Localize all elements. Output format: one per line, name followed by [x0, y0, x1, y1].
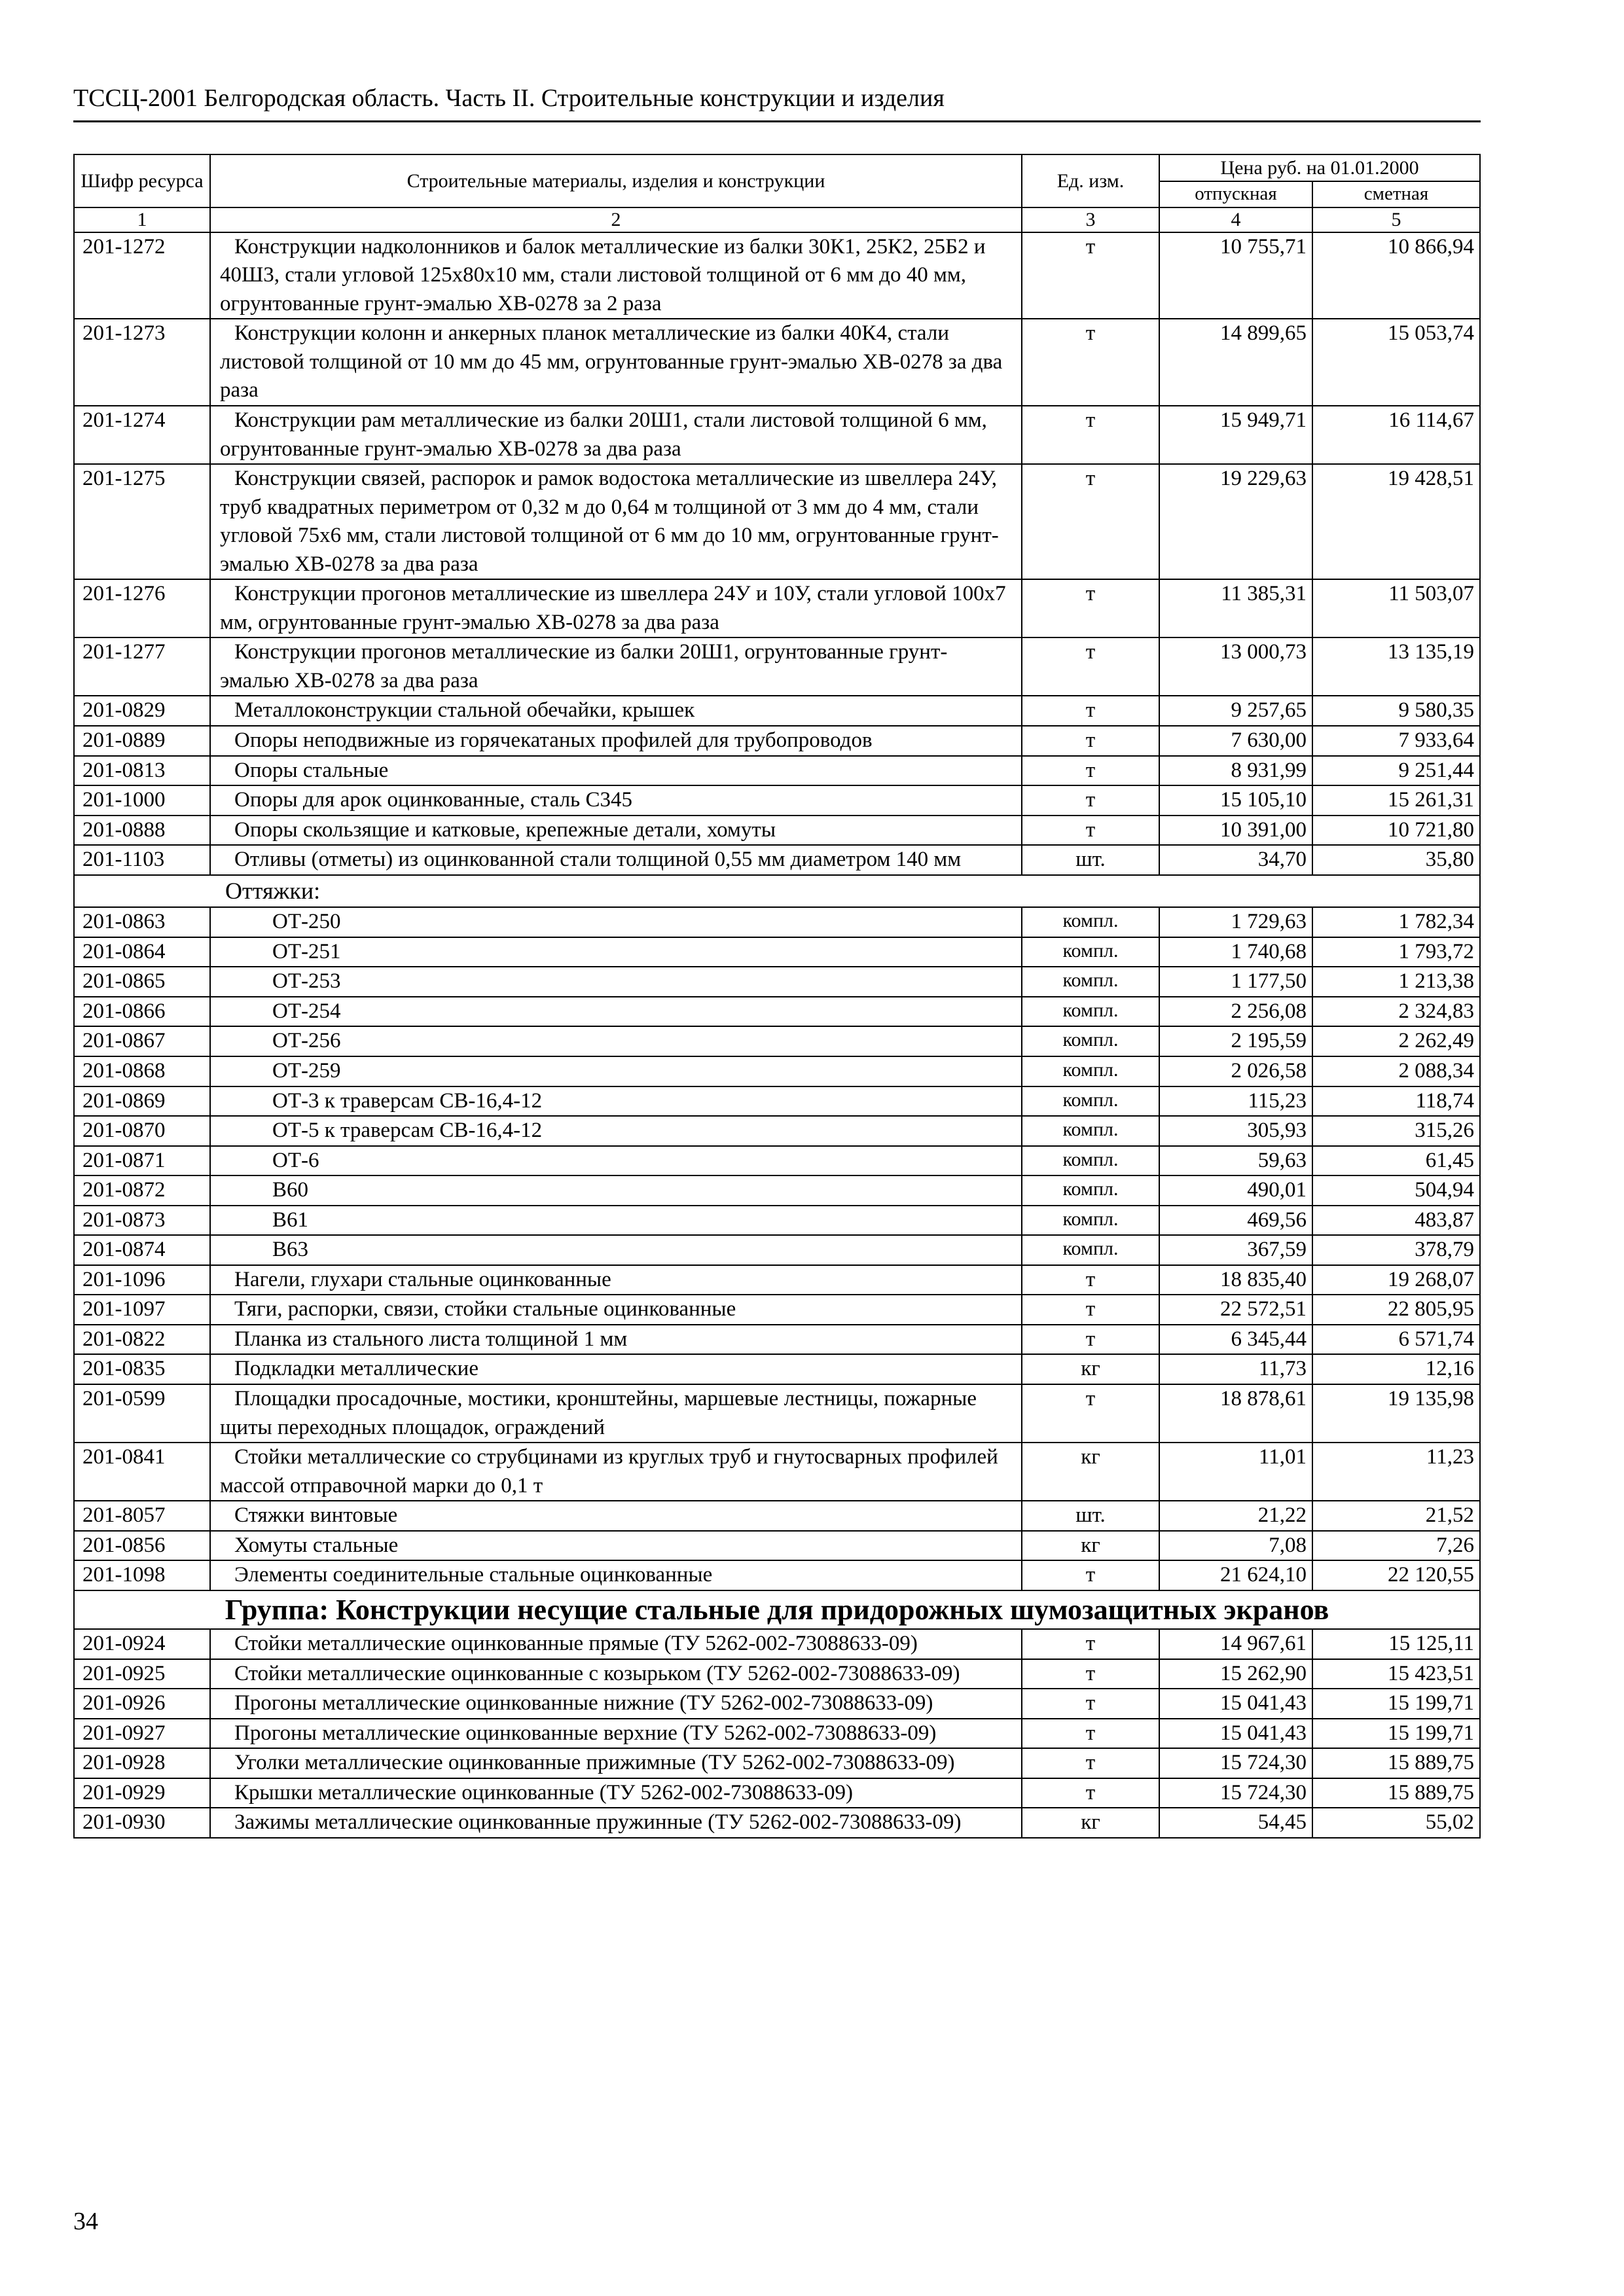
estimate-price: 22 805,95	[1312, 1295, 1480, 1325]
unit-cell: шт.	[1022, 1501, 1159, 1531]
estimate-price: 2 324,83	[1312, 997, 1480, 1027]
estimate-price: 15 261,31	[1312, 785, 1480, 816]
table-row	[74, 1748, 1480, 1778]
unit-cell: т	[1022, 232, 1159, 319]
material-name: Хомуты стальные	[210, 1531, 1022, 1561]
resource-code: 201-0863	[74, 907, 210, 937]
column-number: 4	[1159, 207, 1312, 232]
table-row	[74, 845, 1480, 875]
estimate-price: 15 889,75	[1312, 1778, 1480, 1808]
release-price: 9 257,65	[1159, 696, 1312, 726]
estimate-price: 61,45	[1312, 1146, 1480, 1176]
page-header: ТССЦ-2001 Белгородская область. Часть II. Строительные конструкции и изделия	[73, 84, 1481, 122]
unit-cell: компл.	[1022, 1206, 1159, 1236]
unit-cell: т	[1022, 756, 1159, 786]
material-name: ОТ-251	[210, 937, 1022, 967]
table-row	[74, 1026, 1480, 1056]
table-row	[74, 1689, 1480, 1719]
section-heading-row	[74, 875, 1480, 908]
release-price: 14 899,65	[1159, 319, 1312, 406]
unit-cell: компл.	[1022, 1235, 1159, 1265]
estimate-price: 13 135,19	[1312, 637, 1480, 696]
estimate-price: 2 262,49	[1312, 1026, 1480, 1056]
unit-cell: компл.	[1022, 997, 1159, 1027]
estimate-price: 55,02	[1312, 1808, 1480, 1838]
material-name: Уголки металлические оцинкованные прижимные (ТУ 5262-002-73088633-09)	[210, 1748, 1022, 1778]
estimate-price: 22 120,55	[1312, 1560, 1480, 1590]
estimate-price: 12,16	[1312, 1354, 1480, 1384]
table-row	[74, 637, 1480, 696]
release-price: 1 729,63	[1159, 907, 1312, 937]
release-price: 15 724,30	[1159, 1748, 1312, 1778]
release-price: 15 262,90	[1159, 1659, 1312, 1689]
resource-code: 201-1103	[74, 845, 210, 875]
release-price: 10 755,71	[1159, 232, 1312, 319]
resource-code: 201-1272	[74, 232, 210, 319]
resource-code: 201-1097	[74, 1295, 210, 1325]
release-price: 11,01	[1159, 1443, 1312, 1501]
release-price: 1 177,50	[1159, 967, 1312, 997]
resource-code: 201-1276	[74, 579, 210, 637]
release-price: 21,22	[1159, 1501, 1312, 1531]
table-row	[74, 1719, 1480, 1749]
table-header	[74, 154, 1480, 207]
unit-cell: кг	[1022, 1354, 1159, 1384]
release-price: 2 256,08	[1159, 997, 1312, 1027]
unit-cell: компл.	[1022, 907, 1159, 937]
resource-code: 201-1096	[74, 1265, 210, 1295]
table-row	[74, 816, 1480, 846]
material-name: ОТ-6	[210, 1146, 1022, 1176]
unit-cell: компл.	[1022, 1175, 1159, 1206]
estimate-price: 15 199,71	[1312, 1719, 1480, 1749]
unit-cell: компл.	[1022, 967, 1159, 997]
release-price: 15 724,30	[1159, 1778, 1312, 1808]
resource-code: 201-0868	[74, 1056, 210, 1086]
unit-cell: компл.	[1022, 1146, 1159, 1176]
release-price: 6 345,44	[1159, 1325, 1312, 1355]
unit-cell: кг	[1022, 1531, 1159, 1561]
table-row	[74, 1629, 1480, 1659]
table-row	[74, 1056, 1480, 1086]
estimate-price: 11,23	[1312, 1443, 1480, 1501]
release-price: 11 385,31	[1159, 579, 1312, 637]
material-name: Прогоны металлические оцинкованные верхние (ТУ 5262-002-73088633-09)	[210, 1719, 1022, 1749]
release-price: 14 967,61	[1159, 1629, 1312, 1659]
resource-code: 201-0813	[74, 756, 210, 786]
unit-cell: т	[1022, 1659, 1159, 1689]
release-price: 54,45	[1159, 1808, 1312, 1838]
material-name: Стойки металлические со струбцинами из круглых труб и гнутосварных профилей массой отправочной марки до 0,1 т	[210, 1443, 1022, 1501]
estimate-price: 315,26	[1312, 1116, 1480, 1146]
table-row	[74, 1175, 1480, 1206]
material-name: Стяжки винтовые	[210, 1501, 1022, 1531]
unit-cell: т	[1022, 1384, 1159, 1443]
resource-code: 201-0926	[74, 1689, 210, 1719]
release-price: 22 572,51	[1159, 1295, 1312, 1325]
resource-code: 201-1274	[74, 406, 210, 464]
unit-cell: компл.	[1022, 1116, 1159, 1146]
unit-cell: т	[1022, 1629, 1159, 1659]
group-heading-row	[74, 1590, 1480, 1629]
table-row	[74, 1235, 1480, 1265]
table-row	[74, 232, 1480, 319]
release-price: 34,70	[1159, 845, 1312, 875]
release-price: 469,56	[1159, 1206, 1312, 1236]
material-name: Опоры неподвижные из горячекатаных профилей для трубопроводов	[210, 726, 1022, 756]
unit-cell: т	[1022, 785, 1159, 816]
column-number-row	[74, 207, 1480, 232]
resource-code: 201-0866	[74, 997, 210, 1027]
table-row	[74, 1443, 1480, 1501]
unit-cell: т	[1022, 1295, 1159, 1325]
material-name: Тяги, распорки, связи, стойки стальные оцинкованные	[210, 1295, 1022, 1325]
release-price: 490,01	[1159, 1175, 1312, 1206]
material-name: ОТ-254	[210, 997, 1022, 1027]
table-row	[74, 1560, 1480, 1590]
unit-cell: т	[1022, 1748, 1159, 1778]
resource-code: 201-0841	[74, 1443, 210, 1501]
table-row	[74, 696, 1480, 726]
unit-cell: компл.	[1022, 1026, 1159, 1056]
material-name: Опоры стальные	[210, 756, 1022, 786]
column-number: 3	[1022, 207, 1159, 232]
table-row	[74, 1354, 1480, 1384]
unit-cell: т	[1022, 579, 1159, 637]
price-table-container	[73, 154, 1479, 1839]
release-price: 21 624,10	[1159, 1560, 1312, 1590]
release-price: 2 026,58	[1159, 1056, 1312, 1086]
estimate-price: 483,87	[1312, 1206, 1480, 1236]
estimate-price: 19 428,51	[1312, 464, 1480, 579]
resource-code: 201-0865	[74, 967, 210, 997]
resource-code: 201-1000	[74, 785, 210, 816]
release-price: 15 041,43	[1159, 1719, 1312, 1749]
material-name: Крышки металлические оцинкованные (ТУ 5262-002-73088633-09)	[210, 1778, 1022, 1808]
release-price: 18 835,40	[1159, 1265, 1312, 1295]
material-name: Планка из стального листа толщиной 1 мм	[210, 1325, 1022, 1355]
unit-cell: т	[1022, 637, 1159, 696]
release-price: 115,23	[1159, 1086, 1312, 1117]
table-row	[74, 1501, 1480, 1531]
release-price: 7,08	[1159, 1531, 1312, 1561]
group-heading: Группа: Конструкции несущие стальные для придорожных шумозащитных экранов	[74, 1590, 1480, 1629]
release-price: 1 740,68	[1159, 937, 1312, 967]
resource-code: 201-0870	[74, 1116, 210, 1146]
page-number: 34	[73, 2208, 98, 2235]
unit-cell: т	[1022, 1265, 1159, 1295]
resource-code: 201-1277	[74, 637, 210, 696]
estimate-price: 15 199,71	[1312, 1689, 1480, 1719]
section-heading: Оттяжки:	[74, 875, 1480, 908]
unit-cell: шт.	[1022, 845, 1159, 875]
material-name: Подкладки металлические	[210, 1354, 1022, 1384]
material-name: Стойки металлические оцинкованные прямые (ТУ 5262-002-73088633-09)	[210, 1629, 1022, 1659]
table-row	[74, 319, 1480, 406]
resource-code: 201-1273	[74, 319, 210, 406]
resource-code: 201-8057	[74, 1501, 210, 1531]
resource-code: 201-0928	[74, 1748, 210, 1778]
estimate-price: 10 721,80	[1312, 816, 1480, 846]
resource-code: 201-0930	[74, 1808, 210, 1838]
estimate-price: 9 251,44	[1312, 756, 1480, 786]
material-name: Стойки металлические оцинкованные с козырьком (ТУ 5262-002-73088633-09)	[210, 1659, 1022, 1689]
material-name: Отливы (отметы) из оцинкованной стали толщиной 0,55 мм диаметром 140 мм	[210, 845, 1022, 875]
material-name: Опоры для арок оцинкованные, сталь С345	[210, 785, 1022, 816]
release-price: 2 195,59	[1159, 1026, 1312, 1056]
unit-cell: компл.	[1022, 1086, 1159, 1117]
price-table	[73, 154, 1481, 1839]
table-row	[74, 579, 1480, 637]
resource-code: 201-0924	[74, 1629, 210, 1659]
material-name: ОТ-256	[210, 1026, 1022, 1056]
material-name: ОТ-3 к траверсам СВ-16,4-12	[210, 1086, 1022, 1117]
table-row	[74, 1659, 1480, 1689]
table-row	[74, 756, 1480, 786]
unit-cell: т	[1022, 696, 1159, 726]
unit-cell: кг	[1022, 1808, 1159, 1838]
estimate-price: 118,74	[1312, 1086, 1480, 1117]
material-name: Элементы соединительные стальные оцинкованные	[210, 1560, 1022, 1590]
table-row	[74, 1146, 1480, 1176]
material-name: В60	[210, 1175, 1022, 1206]
resource-code: 201-0925	[74, 1659, 210, 1689]
estimate-price: 1 793,72	[1312, 937, 1480, 967]
table-row	[74, 1086, 1480, 1117]
release-price: 10 391,00	[1159, 816, 1312, 846]
release-price: 15 105,10	[1159, 785, 1312, 816]
estimate-price: 19 268,07	[1312, 1265, 1480, 1295]
resource-code: 201-0888	[74, 816, 210, 846]
table-row	[74, 1325, 1480, 1355]
material-name: Конструкции прогонов металлические из балки 20Ш1, огрунтованные грунт-эмалью ХВ-0278 за два раза	[210, 637, 1022, 696]
unit-cell: т	[1022, 406, 1159, 464]
material-name: Площадки просадочные, мостики, кронштейны, маршевые лестницы, пожарные щиты переходных площадок, ограждений	[210, 1384, 1022, 1443]
resource-code: 201-0829	[74, 696, 210, 726]
release-price: 15 949,71	[1159, 406, 1312, 464]
unit-cell: кг	[1022, 1443, 1159, 1501]
material-name: Конструкции надколонников и балок металлические из балки 30К1, 25К2, 25Б2 и 40Ш3, стали угловой 125х80х10 мм, стали листовой толщиной от 6 мм до 40 мм, огрунтованные грунт-эмалью ХВ-0278 за 2 раза	[210, 232, 1022, 319]
resource-code: 201-0871	[74, 1146, 210, 1176]
resource-code: 201-0872	[74, 1175, 210, 1206]
resource-code: 201-0867	[74, 1026, 210, 1056]
table-row	[74, 726, 1480, 756]
estimate-price: 35,80	[1312, 845, 1480, 875]
estimate-price: 15 889,75	[1312, 1748, 1480, 1778]
unit-cell: т	[1022, 1560, 1159, 1590]
estimate-price: 7,26	[1312, 1531, 1480, 1561]
col-header-price: Цена руб. на 01.01.2000	[1159, 154, 1480, 181]
column-number: 2	[210, 207, 1022, 232]
material-name: ОТ-5 к траверсам СВ-16,4-12	[210, 1116, 1022, 1146]
table-row	[74, 997, 1480, 1027]
release-price: 13 000,73	[1159, 637, 1312, 696]
material-name: Конструкции рам металлические из балки 20Ш1, стали листовой толщиной 6 мм, огрунтованные грунт-эмалью ХВ-0278 за два раза	[210, 406, 1022, 464]
release-price: 59,63	[1159, 1146, 1312, 1176]
material-name: Зажимы металлические оцинкованные пружинные (ТУ 5262-002-73088633-09)	[210, 1808, 1022, 1838]
material-name: ОТ-250	[210, 907, 1022, 937]
material-name: ОТ-253	[210, 967, 1022, 997]
col-header-code: Шифр ресурса	[74, 154, 210, 207]
material-name: Конструкции связей, распорок и рамок водостока металлические из швеллера 24У, труб квадратных периметром от 0,32 м до 0,64 м толщиной от 3 мм до 4 мм, стали угловой 75х6 мм, стали листовой толщиной от 6 мм до 10 мм, огрунтованные грунт-эмалью ХВ-0278 за два раза	[210, 464, 1022, 579]
estimate-price: 7 933,64	[1312, 726, 1480, 756]
table-row	[74, 1116, 1480, 1146]
release-price: 19 229,63	[1159, 464, 1312, 579]
unit-cell: т	[1022, 1719, 1159, 1749]
release-price: 18 878,61	[1159, 1384, 1312, 1443]
column-number: 1	[74, 207, 210, 232]
resource-code: 201-0929	[74, 1778, 210, 1808]
estimate-price: 504,94	[1312, 1175, 1480, 1206]
estimate-price: 1 782,34	[1312, 907, 1480, 937]
table-body	[74, 207, 1480, 1838]
col-header-unit: Ед. изм.	[1022, 154, 1159, 207]
table-row	[74, 1778, 1480, 1808]
table-row	[74, 1295, 1480, 1325]
estimate-price: 21,52	[1312, 1501, 1480, 1531]
table-row	[74, 1265, 1480, 1295]
unit-cell: компл.	[1022, 937, 1159, 967]
release-price: 305,93	[1159, 1116, 1312, 1146]
estimate-price: 9 580,35	[1312, 696, 1480, 726]
resource-code: 201-0869	[74, 1086, 210, 1117]
estimate-price: 11 503,07	[1312, 579, 1480, 637]
release-price: 8 931,99	[1159, 756, 1312, 786]
table-row	[74, 907, 1480, 937]
resource-code: 201-0927	[74, 1719, 210, 1749]
material-name: Прогоны металлические оцинкованные нижние (ТУ 5262-002-73088633-09)	[210, 1689, 1022, 1719]
material-name: В63	[210, 1235, 1022, 1265]
col-header-name: Строительные материалы, изделия и конструкции	[210, 154, 1022, 207]
estimate-price: 15 125,11	[1312, 1629, 1480, 1659]
col-header-release: отпускная	[1159, 181, 1312, 207]
resource-code: 201-0835	[74, 1354, 210, 1384]
material-name: В61	[210, 1206, 1022, 1236]
table-row	[74, 1531, 1480, 1561]
resource-code: 201-1275	[74, 464, 210, 579]
table-row	[74, 967, 1480, 997]
estimate-price: 15 423,51	[1312, 1659, 1480, 1689]
resource-code: 201-0874	[74, 1235, 210, 1265]
material-name: Конструкции колонн и анкерных планок металлические из балки 40К4, стали листовой толщиной от 10 мм до 45 мм, огрунтованные грунт-эмалью ХВ-0278 за два раза	[210, 319, 1022, 406]
col-header-estimate: сметная	[1312, 181, 1480, 207]
column-number: 5	[1312, 207, 1480, 232]
estimate-price: 1 213,38	[1312, 967, 1480, 997]
material-name: Опоры скользящие и катковые, крепежные детали, хомуты	[210, 816, 1022, 846]
table-row	[74, 1808, 1480, 1838]
table-row	[74, 1206, 1480, 1236]
unit-cell: компл.	[1022, 1056, 1159, 1086]
release-price: 15 041,43	[1159, 1689, 1312, 1719]
resource-code: 201-0856	[74, 1531, 210, 1561]
release-price: 7 630,00	[1159, 726, 1312, 756]
estimate-price: 19 135,98	[1312, 1384, 1480, 1443]
unit-cell: т	[1022, 1778, 1159, 1808]
estimate-price: 15 053,74	[1312, 319, 1480, 406]
table-row	[74, 937, 1480, 967]
resource-code: 201-0599	[74, 1384, 210, 1443]
unit-cell: т	[1022, 1325, 1159, 1355]
unit-cell: т	[1022, 1689, 1159, 1719]
unit-cell: т	[1022, 464, 1159, 579]
table-row	[74, 1384, 1480, 1443]
table-row	[74, 406, 1480, 464]
unit-cell: т	[1022, 726, 1159, 756]
estimate-price: 378,79	[1312, 1235, 1480, 1265]
resource-code: 201-0889	[74, 726, 210, 756]
resource-code: 201-0873	[74, 1206, 210, 1236]
estimate-price: 2 088,34	[1312, 1056, 1480, 1086]
table-row	[74, 464, 1480, 579]
estimate-price: 6 571,74	[1312, 1325, 1480, 1355]
resource-code: 201-0864	[74, 937, 210, 967]
table-row	[74, 785, 1480, 816]
unit-cell: т	[1022, 816, 1159, 846]
material-name: Металлоконструкции стальной обечайки, крышек	[210, 696, 1022, 726]
release-price: 367,59	[1159, 1235, 1312, 1265]
unit-cell: т	[1022, 319, 1159, 406]
resource-code: 201-1098	[74, 1560, 210, 1590]
material-name: Конструкции прогонов металлические из швеллера 24У и 10У, стали угловой 100х7 мм, огрунтованные грунт-эмалью ХВ-0278 за два раза	[210, 579, 1022, 637]
resource-code: 201-0822	[74, 1325, 210, 1355]
estimate-price: 10 866,94	[1312, 232, 1480, 319]
material-name: Нагели, глухари стальные оцинкованные	[210, 1265, 1022, 1295]
release-price: 11,73	[1159, 1354, 1312, 1384]
estimate-price: 16 114,67	[1312, 406, 1480, 464]
material-name: ОТ-259	[210, 1056, 1022, 1086]
